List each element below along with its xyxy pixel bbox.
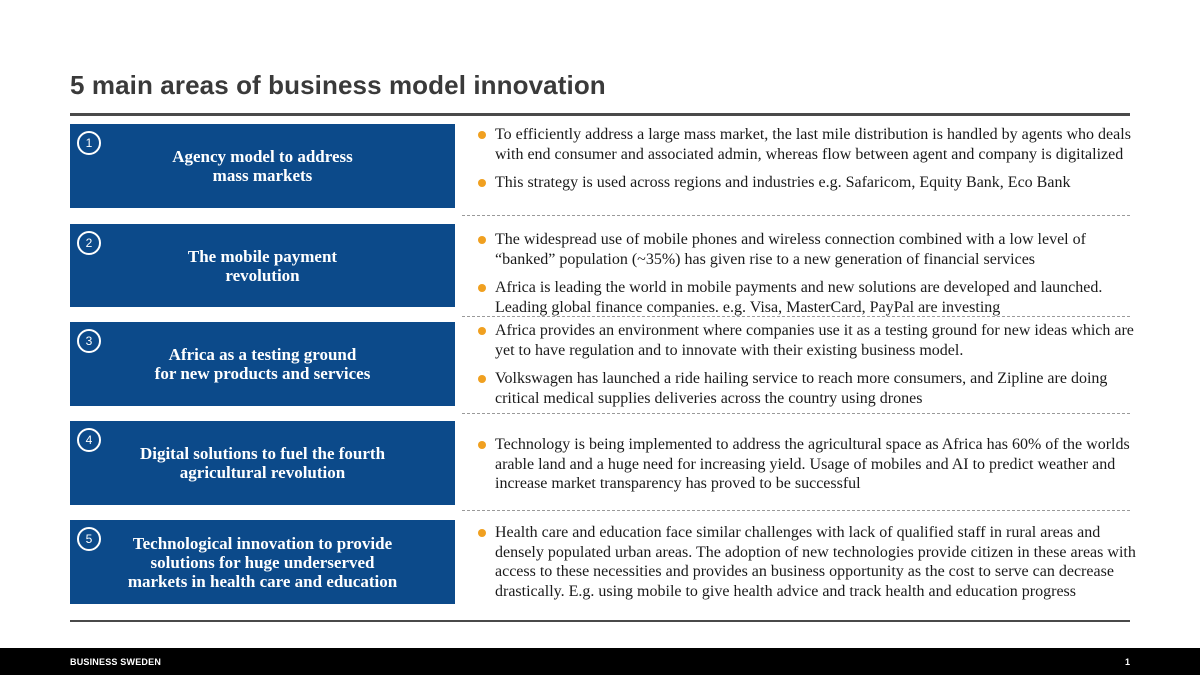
area-bullets-5 [478, 523, 1138, 610]
bullet-item [478, 523, 1138, 601]
area-number-badge-5: 5 [77, 527, 101, 551]
page-title: 5 main areas of business model innovation [70, 70, 606, 100]
bullet-text: Africa provides an environment where companies use it as a testing ground for new ideas which are yet to have regulation and to innovate with their existing business model. [495, 322, 1134, 359]
bullet-text: Health care and education face similar challenges with lack of qualified staff in rural areas and densely populated urban areas. The adoption of new technologies provide citizen in these areas with access to these necessities and provides an business opportunity as the cost to serve can decrease drastically. E.g. using mobile to give health advice and track health and education progress [495, 524, 1136, 600]
bullet-text: The widespread use of mobile phones and wireless connection combined with a low level of “banked” population (~35%) has given rise to a new generation of financial services [495, 231, 1086, 268]
area-number-badge-2: 2 [77, 231, 101, 255]
bullet-dot-icon [478, 441, 486, 449]
footer-brand: BUSINESS SWEDEN [70, 657, 162, 667]
bullet-item [478, 173, 1138, 193]
bullet-dot-icon [478, 284, 486, 292]
bullet-text: Technology is being implemented to address the agricultural space as Africa has 60% of the worlds arable land and a huge need for increasing yield. Usage of mobiles and AI to predict weather and increase market transparency has proved to be successful [495, 436, 1130, 492]
footer-bar [0, 648, 1200, 675]
area-number-badge-4: 4 [77, 428, 101, 452]
row-separator [462, 413, 1130, 414]
bullet-dot-icon [478, 179, 486, 187]
area-title-4: Digital solutions to fuel the fourth agricultural revolution [139, 444, 386, 482]
bullet-item [478, 435, 1138, 494]
bullet-item [478, 369, 1138, 408]
bullet-item [478, 321, 1138, 360]
bullet-text: To efficiently address a large mass market, the last mile distribution is handled by agents who deals with end consumer and associated admin, whereas flow between agent and company is digitalized [495, 126, 1131, 163]
area-number-badge-1: 1 [77, 131, 101, 155]
area-number-badge-3: 3 [77, 329, 101, 353]
bullet-text: Volkswagen has launched a ride hailing service to reach more consumers, and Zipline are doing critical medical supplies deliveries across the country using drones [495, 370, 1108, 407]
area-title-5: Technological innovation to provide solutions for huge underserved markets in health care and education [127, 533, 398, 591]
area-box-4 [70, 421, 455, 505]
bullet-item [478, 230, 1138, 269]
area-title-2: The mobile payment revolution [187, 246, 338, 285]
bullet-dot-icon [478, 529, 486, 537]
bullet-item [478, 278, 1138, 317]
area-bullets-3 [478, 321, 1138, 417]
bullet-dot-icon [478, 375, 486, 383]
row-separator [462, 316, 1130, 317]
area-bullets-2 [478, 230, 1138, 326]
row-separator [462, 510, 1130, 511]
bullet-dot-icon [478, 131, 486, 139]
area-bullets-1 [478, 125, 1138, 202]
bullet-dot-icon [478, 236, 486, 244]
area-box-3 [70, 322, 455, 406]
title-divider [70, 113, 1130, 116]
page-number: 1 [1124, 657, 1130, 667]
bullet-text: Africa is leading the world in mobile payments and new solutions are developed and launched. Leading global finance companies. e.g. Visa, MasterCard, PayPal are investing [495, 279, 1103, 316]
area-box-1 [70, 124, 455, 208]
area-title-3: Africa as a testing ground for new products and services [154, 345, 371, 383]
bullet-item [478, 125, 1138, 164]
area-box-2 [70, 224, 455, 307]
area-title-1: Agency model to address mass markets [172, 147, 353, 185]
bullet-dot-icon [478, 327, 486, 335]
bottom-divider [70, 620, 1130, 622]
bullet-text: This strategy is used across regions and industries e.g. Safaricom, Equity Bank, Eco Bank [495, 174, 1071, 191]
row-separator [462, 215, 1130, 216]
area-box-5 [70, 520, 455, 604]
area-bullets-4 [478, 435, 1138, 503]
